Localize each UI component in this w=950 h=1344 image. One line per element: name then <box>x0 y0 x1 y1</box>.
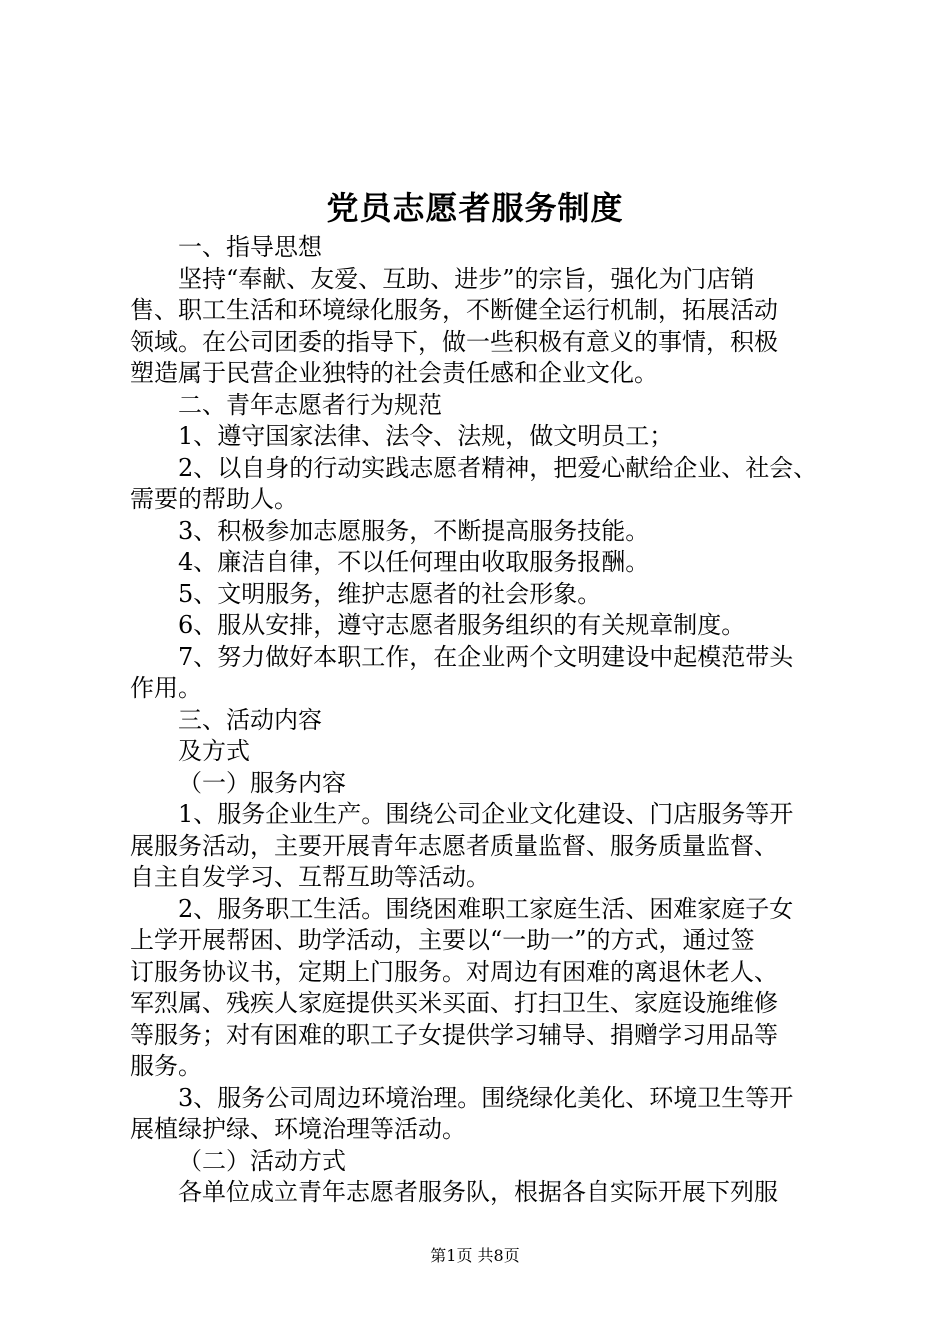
paragraph-line: 展服务活动，主要开展青年志愿者质量监督、服务质量监督、 <box>130 831 778 860</box>
paragraph-line: 作用。 <box>130 674 202 702</box>
paragraph-line: 展植绿护绿、环境治理等活动。 <box>130 1115 466 1143</box>
paragraph-line: 需要的帮助人。 <box>130 485 298 513</box>
paragraph-line: 上学开展帮困、助学活动，主要以“一助一”的方式，通过签 <box>130 926 755 954</box>
section-heading: 二、青年志愿者行为规范 <box>178 390 442 419</box>
section-heading: 及方式 <box>178 737 250 765</box>
paragraph-line: 塑造属于民营企业独特的社会责任感和企业文化。 <box>130 359 658 387</box>
subsection-heading: （一）服务内容 <box>178 768 346 797</box>
paragraph-line: 订服务协议书，定期上门服务。对周边有困难的离退休老人、 <box>130 957 778 986</box>
list-item: 5、文明服务，维护志愿者的社会形象。 <box>178 579 602 608</box>
list-item: 1、服务企业生产。围绕公司企业文化建设、门店服务等开 <box>178 800 794 828</box>
list-item: 4、廉洁自律，不以任何理由收取服务报酬。 <box>178 548 650 576</box>
list-item: 6、服从安排，遵守志愿者服务组织的有关规章制度。 <box>178 611 746 639</box>
page-number-footer: 第1页 共8页 <box>430 1246 520 1265</box>
section-heading: 一、指导思想 <box>178 233 322 261</box>
list-item: 7、努力做好本职工作，在企业两个文明建设中起模范带头 <box>178 642 794 671</box>
list-item: 1、遵守国家法律、法令、法规，做文明员工； <box>178 422 674 450</box>
paragraph-line: 各单位成立青年志愿者服务队，根据各自实际开展下列服 <box>178 1178 778 1206</box>
paragraph-line: 军烈属、残疾人家庭提供买米买面、打扫卫生、家庭设施维修 <box>130 989 778 1017</box>
paragraph-line: 坚持“奉献、友爱、互助、进步”的宗旨，强化为门店销 <box>178 264 755 293</box>
list-item: 3、积极参加志愿服务，不断提高服务技能。 <box>178 516 650 545</box>
paragraph-line: 售、职工生活和环境绿化服务，不断健全运行机制，拓展活动 <box>130 296 778 324</box>
document-title: 党员志愿者服务制度 <box>326 189 624 227</box>
paragraph-line: 服务。 <box>130 1052 202 1080</box>
paragraph-line: 领域。在公司团委的指导下，做一些积极有意义的事情，积极 <box>130 327 778 356</box>
list-item: 2、服务职工生活。围绕困难职工家庭生活、困难家庭子女 <box>178 894 794 923</box>
subsection-heading: （二）活动方式 <box>178 1146 346 1175</box>
list-item: 2、以自身的行动实践志愿者精神，把爱心献给企业、社会、 <box>178 453 818 482</box>
section-heading: 三、活动内容 <box>178 705 322 734</box>
paragraph-line: 自主自发学习、互帮互助等活动。 <box>130 863 490 891</box>
paragraph-line: 等服务；对有困难的职工子女提供学习辅导、捐赠学习用品等 <box>130 1020 778 1049</box>
document-body <box>130 232 835 1209</box>
list-item: 3、服务公司周边环境治理。围绕绿化美化、环境卫生等开 <box>178 1083 794 1112</box>
